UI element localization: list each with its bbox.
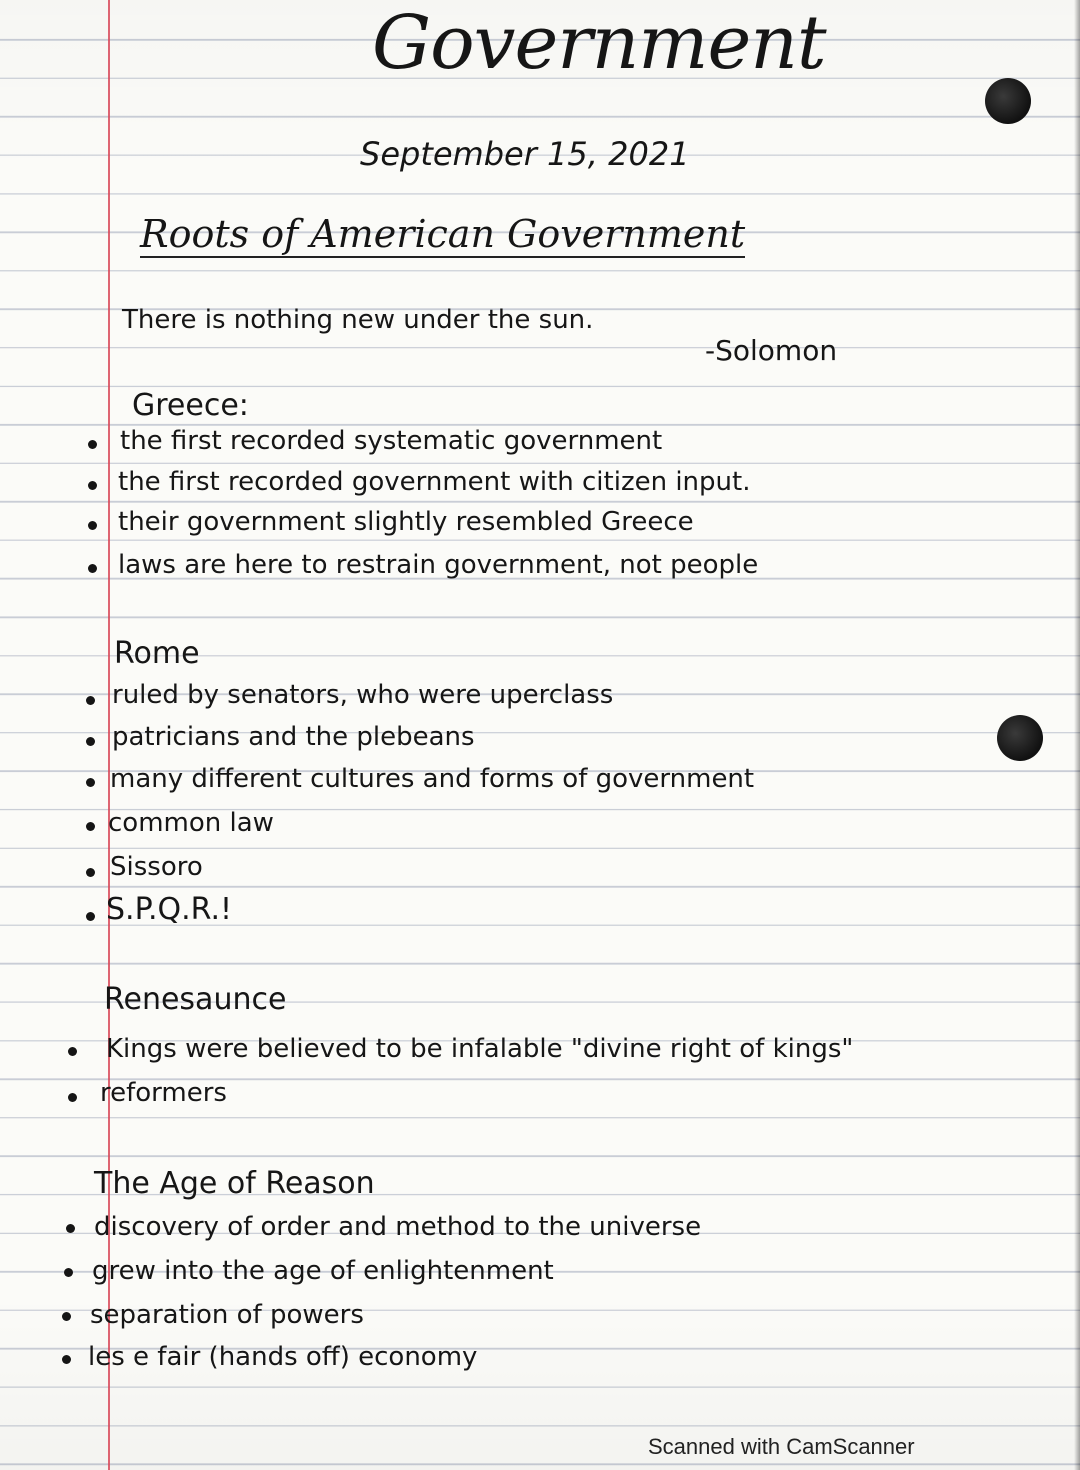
bullet-dot — [86, 737, 95, 746]
reason-item-2: grew into the age of enlightenment — [92, 1256, 554, 1286]
bullet-dot — [86, 822, 95, 831]
reason-item-1: discovery of order and method to the universe — [94, 1212, 702, 1242]
greece-item-2: the first recorded government with citizen input. — [118, 467, 751, 497]
section-heading-rome: Rome — [114, 636, 200, 671]
bullet-dot — [66, 1224, 75, 1233]
bullet-dot — [88, 481, 97, 490]
greece-item-1: the first recorded systematic government — [120, 426, 663, 456]
bullet-dot — [64, 1268, 73, 1277]
quote-author: -Solomon — [705, 334, 838, 367]
rome-item-5: Sissoro — [110, 852, 203, 882]
renaissance-item-1: Kings were believed to be infalable "divine right of kings" — [106, 1034, 854, 1064]
section-heading-age-of-reason: The Age of Reason — [94, 1166, 375, 1201]
rome-item-6: S.P.Q.R.! — [106, 892, 233, 927]
bullet-dot — [86, 778, 95, 787]
bullet-dot — [86, 696, 95, 705]
greece-item-4: laws are here to restrain government, not people — [118, 550, 759, 580]
bullet-dot — [86, 912, 95, 921]
rome-item-3: many different cultures and forms of government — [110, 764, 755, 794]
binder-hole-middle — [997, 715, 1043, 761]
section-heading-renaissance: Renesaunce — [104, 982, 287, 1017]
rome-item-2: patricians and the plebeans — [112, 722, 475, 752]
page-edge-shadow — [1074, 0, 1080, 1470]
rome-item-4: common law — [108, 808, 274, 838]
bullet-dot — [88, 564, 97, 573]
margin-line — [108, 0, 110, 1470]
rome-item-1: ruled by senators, who were uperclass — [112, 680, 614, 710]
bullet-dot — [88, 521, 97, 530]
bullet-dot — [68, 1093, 77, 1102]
binder-hole-top — [985, 78, 1031, 124]
renaissance-item-2: reformers — [100, 1078, 227, 1108]
reason-item-3: separation of powers — [90, 1300, 364, 1330]
bullet-dot — [86, 868, 95, 877]
page-title: Government — [372, 0, 826, 86]
subtitle: Roots of American Government — [140, 212, 746, 256]
reason-item-4: les e fair (hands off) economy — [88, 1342, 478, 1372]
date: September 15, 2021 — [360, 135, 690, 173]
quote-text: There is nothing new under the sun. — [122, 305, 594, 335]
greece-item-3: their government slightly resembled Greece — [118, 507, 694, 537]
bullet-dot — [88, 440, 97, 449]
bullet-dot — [62, 1312, 71, 1321]
scanner-watermark: Scanned with CamScanner — [648, 1434, 915, 1459]
bullet-dot — [68, 1047, 77, 1056]
section-heading-greece: Greece: — [132, 388, 249, 423]
bullet-dot — [62, 1355, 71, 1364]
